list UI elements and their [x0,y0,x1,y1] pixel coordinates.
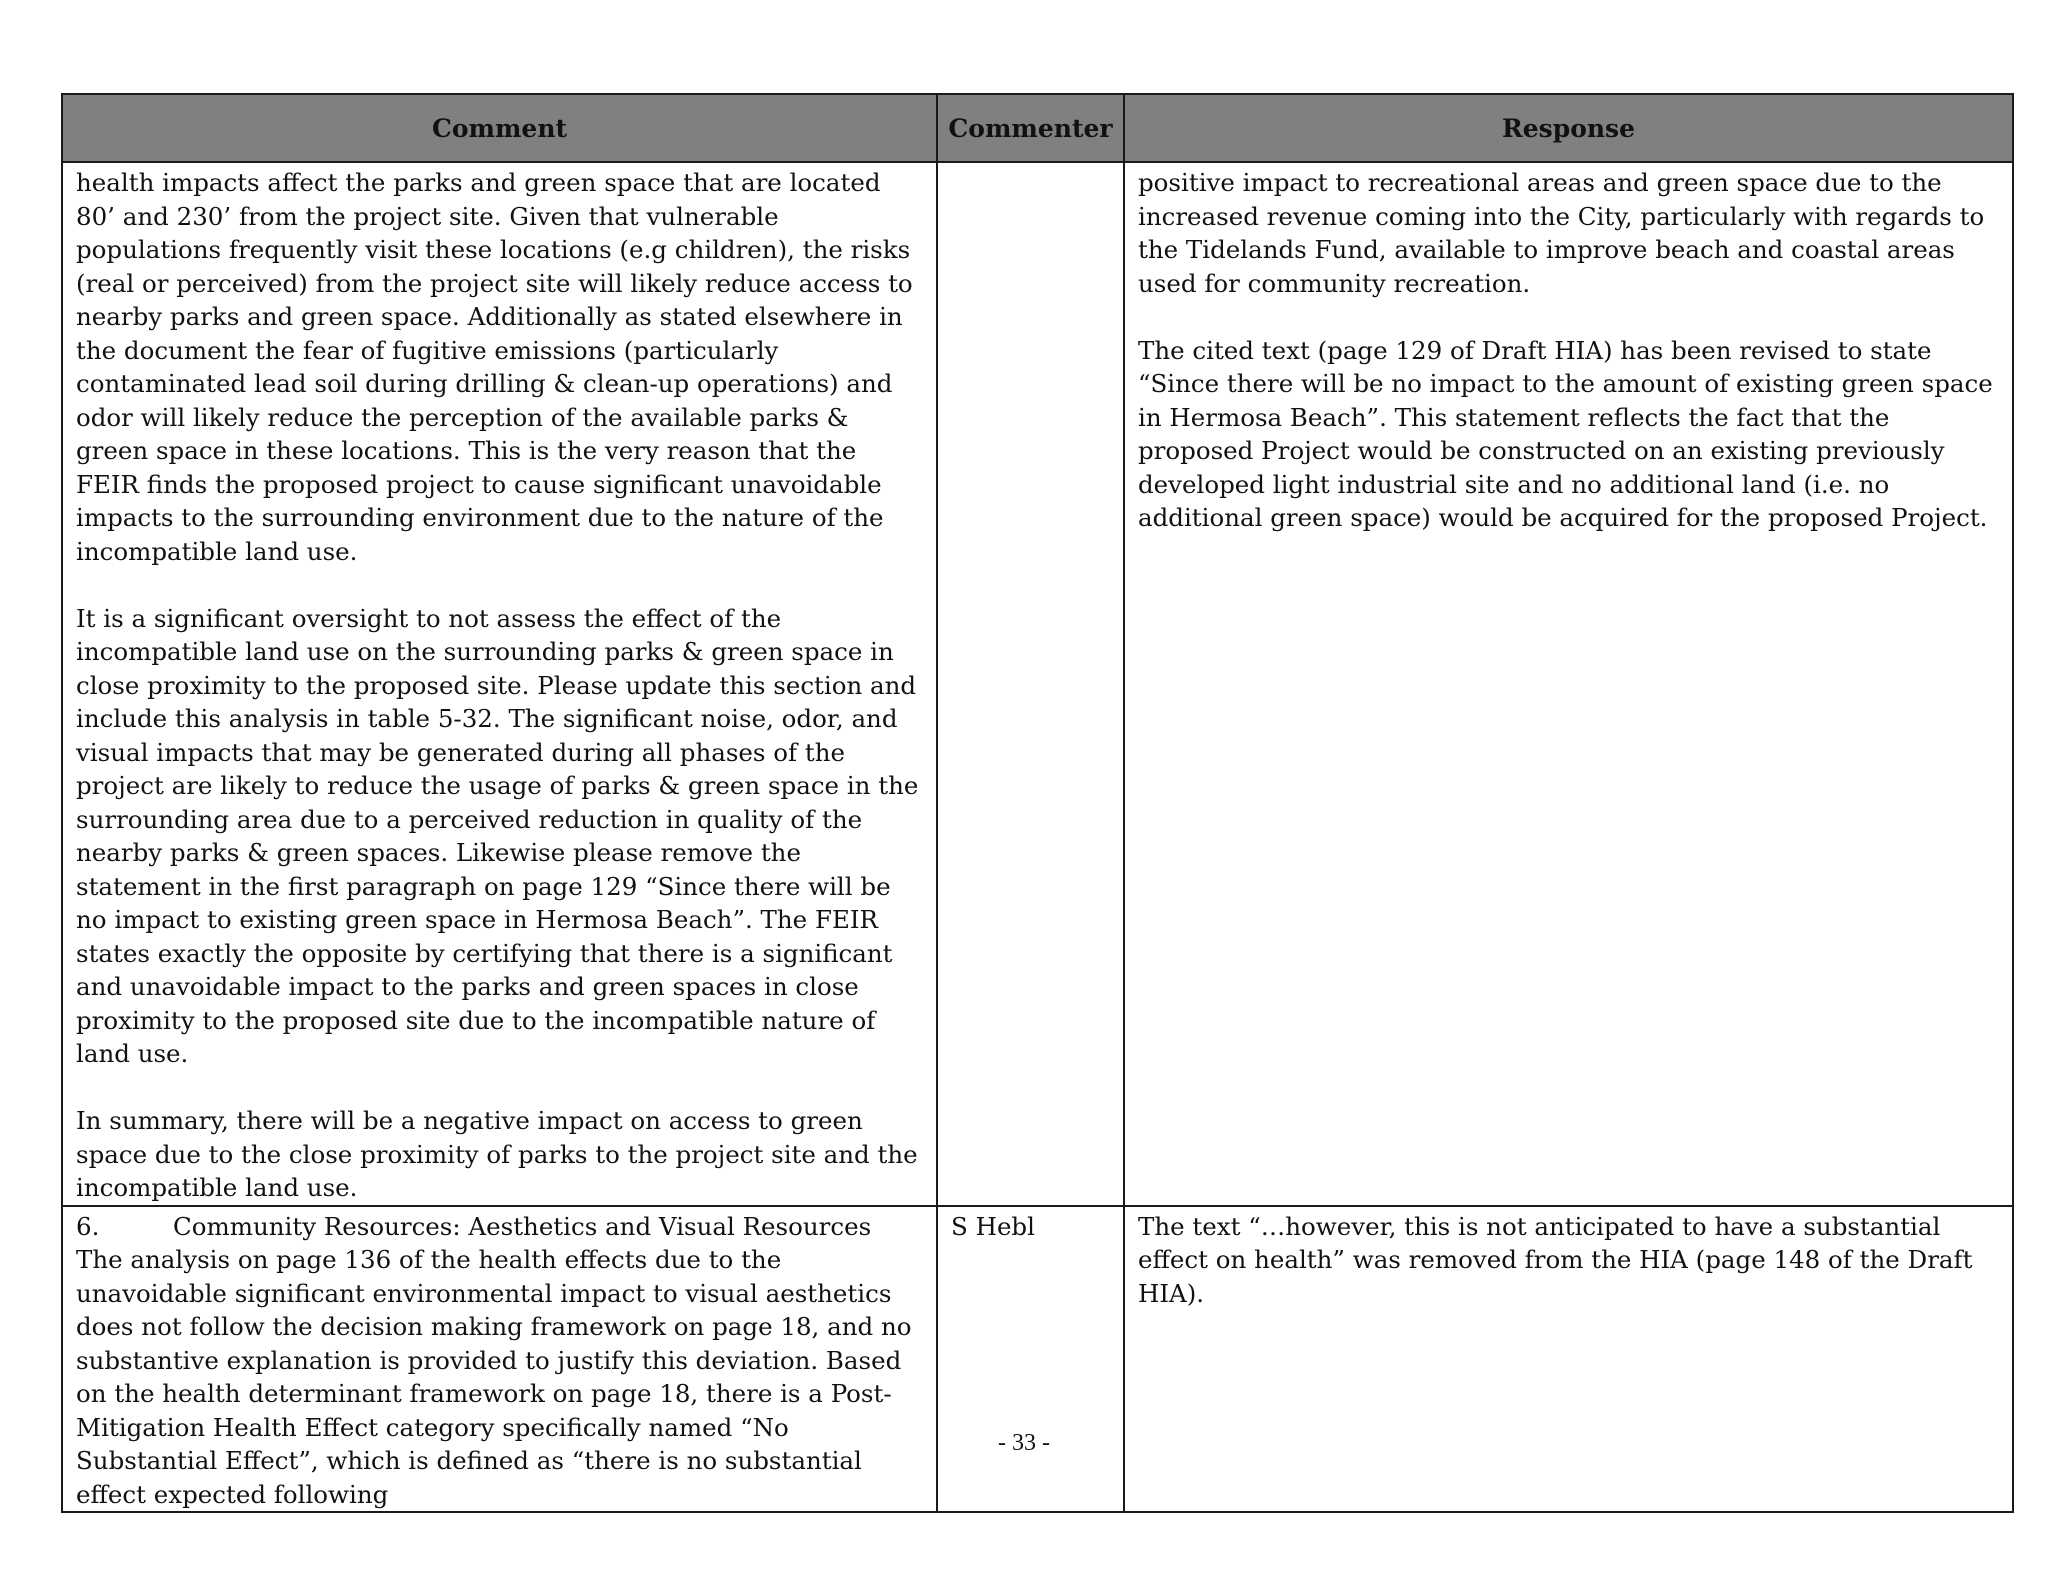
commenter-cell [937,162,1124,1206]
comment-response-table [61,93,2014,1513]
header-comment: Comment [62,94,937,162]
comment-heading: Community Resources: Aesthetics and Visual Resources [173,1211,872,1241]
header-response: Response [1124,94,2013,162]
comment-cell [62,162,937,1206]
comment-paragraph: health impacts affect the parks and green space that are located 80’ and 230’ from the project site. Given that vulnerable populations frequently visit these locations (e.g children), the risks (real or perceived) from the project site will likely reduce access to nearby parks and green space. Additionally as stated elsewhere in the document the fear of fugitive emissions (particularly contaminated lead soil during drilling & clean-up operations) and odor will likely reduce the perception of the available parks & green space in these locations. This is the very reason that the FEIR finds the proposed project to cause significant unavoidable impacts to the surrounding environment due to the nature of the incompatible land use. [76,168,913,566]
response-paragraph: The cited text (page 129 of Draft HIA) has been revised to state “Since there will be no impact to the amount of existing green space in Hermosa Beach”. This statement reflects the fact that the proposed Project would be constructed on an existing previously developed light industrial site and no additional land (i.e. no additional green space) would be acquired for the proposed Project. [1138,335,1993,532]
comment-cell [62,1206,937,1513]
commenter-cell: S Hebl [937,1206,1124,1513]
header-commenter: Commenter [937,94,1124,162]
page-number: - 33 - [998,1430,1050,1456]
table-row [62,1206,2013,1513]
comment-paragraph: It is a significant oversight to not assess the effect of the incompatible land use on the surrounding parks & green space in close proximity to the proposed site. Please update this section and include this analysis in table 5-32. The significant noise, odor, and visual impacts that may be generated during all phases of the project are likely to reduce the usage of parks & green space in the surrounding area due to a perceived reduction in quality of the nearby parks & green spaces. Likewise please remove the statement in the first paragraph on page 129 “Since there will be no impact to existing green space in Hermosa Beach”. The FEIR states exactly the opposite by certifying that there is a significant and unavoidable impact to the parks and green spaces in close proximity to the proposed site due to the incompatible nature of land use. [76,603,919,1068]
comment-paragraph: The analysis on page 136 of the health effects due to the unavoidable significant environmental impact to visual aesthetics does not follow the decision making framework on page 18, and no substantive explanation is provided to justify this deviation. Based on the health determinant framework on page 18, there is a Post-Mitigation Health Effect category specifically named “No Substantial Effect”, which is defined as “there is no substantial effect expected following [76,1245,912,1509]
comment-heading-line [76,1210,924,1244]
comment-paragraph: In summary, there will be a negative impact on access to green space due to the close proximity of parks to the project site and the incompatible land use. [76,1106,918,1202]
table-header-row [62,94,2013,162]
response-cell [1124,1206,2013,1513]
response-paragraph: The text “…however, this is not anticipated to have a substantial effect on health” was removed from the HIA (page 148 of the Draft HIA). [1138,1211,1973,1308]
response-paragraph: positive impact to recreational areas and green space due to the increased revenue coming into the City, particularly with regards to the Tidelands Fund, available to improve beach and coastal areas used for community recreation. [1138,168,1985,298]
response-cell [1124,162,2013,1206]
comment-number: 6. [76,1211,100,1241]
table-row [62,162,2013,1206]
